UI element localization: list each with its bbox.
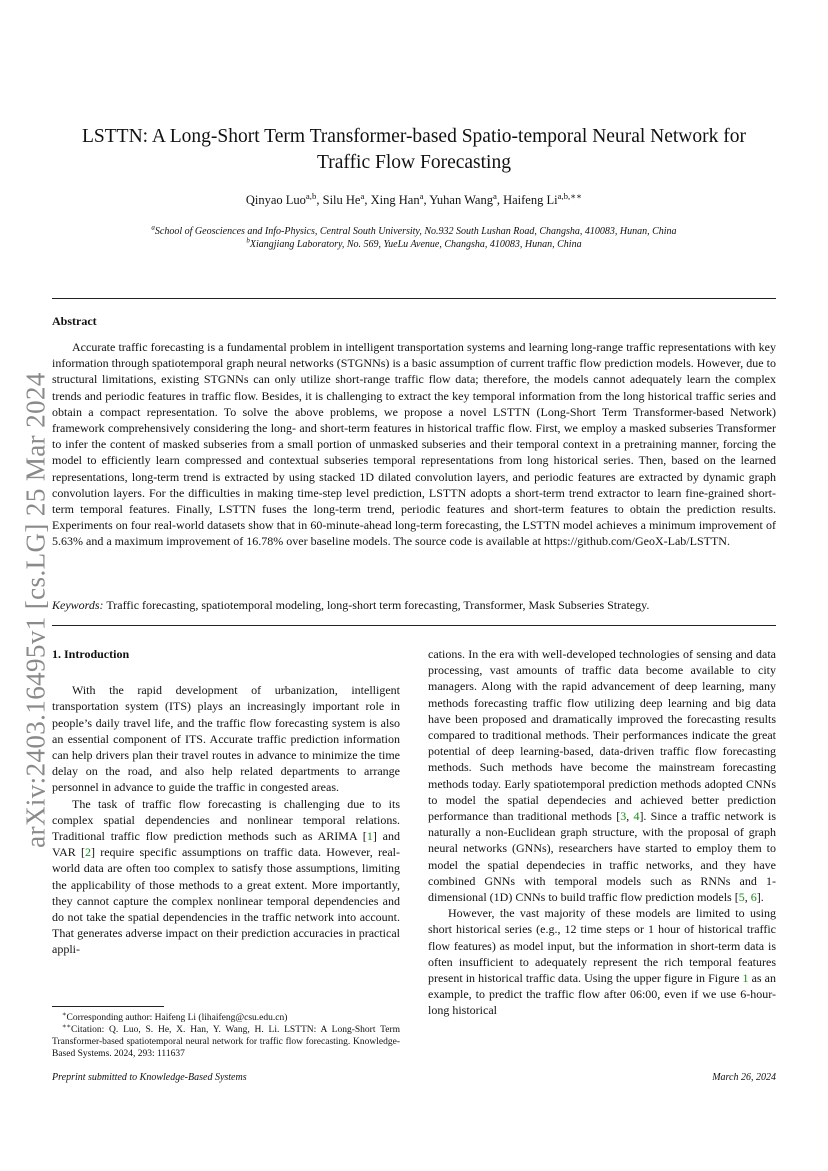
- footer-journal: Preprint submitted to Knowledge-Based Systems: [52, 1072, 247, 1083]
- keywords-label: Keywords:: [52, 598, 104, 612]
- paragraph: With the rapid development of urbanization, intelligent transportation system (ITS) plays an increasingly important role in people’s daily travel life, and the traffic flow forecasting system is also an essential component of ITS. Accurate traffic prediction information can help drivers plan their travel routes in advance to minimize the time delay on the road, and also help related departments to arrange personnel in advance to guide the traffic in congested areas.: [52, 683, 400, 795]
- author-list: [52, 190, 776, 208]
- citation-link[interactable]: 2: [85, 845, 92, 860]
- author: Xing Han$^a$,: [370, 190, 430, 207]
- author: Yuhan Wang$^a$,: [429, 190, 504, 207]
- footnote: ∗∗Citation: Q. Luo, S. He, X. Han, Y. Wang, H. Li. LSTTN: A Long-Short Term Transformer-based spatiotemporal neural network for traffic flow forecasting. Knowledge-Based Systems. 2024, 293: 111637: [52, 1022, 400, 1059]
- paragraph: cations. In the era with well-developed technologies of sensing and data processing, vast amounts of traffic data become available to city managers. Along with the rapid advancement of deep learning, many methods forecasting traffic flow utilizing deep learning and big data have been proposed and dramatically improved the forecasting results compared to traditional methods. Their performances indicate the great potential of deep learning-based, data-driven traffic flow forecasting methods. Such methods have become the mainstream forecasting methods today. Early spatiotemporal prediction methods adopted CNNs to model the spatial dependecies and achieved better prediction performance than traditional methods [3, 4]. Since a traffic network is naturally a non-Euclidean graph structure, with the proposal of graph neural networks (GNNs), researchers have started to employ them to model the spatial dependecies in traffic networks, and they have combined GNNs with temporal models such as RNNs and 1-dimensional (1D) CNNs to build traffic flow prediction models [5, 6].: [428, 647, 777, 905]
- page-footer: [52, 1072, 776, 1083]
- citation-link[interactable]: 4: [633, 809, 640, 824]
- abstract-text: Accurate traffic forecasting is a fundamental problem in intelligent transportation systems and learning long-range traffic representations with key information through spatiotemporal graph neural networks (STGNNs) is a basic assumption of current traffic flow prediction models. However, due to structural limitations, existing STGNNs can only utilize short-range traffic flow data; therefore, the models cannot adequately learn the complex trends and periodic features in traffic flow. Besides, it is challenging to extract the key temporal information from the long historical traffic series and obtain a compact representation. To solve the above problems, we propose a novel LSTTN (Long-Short Term Transformer-based Network) framework comprehensively considering the long- and short-term features in historical traffic flow. First, we employ a masked subseries Transformer to infer the content of masked subseries from a small portion of unmasked subseries and their temporal context in a pretraining manner, forcing the model to efficiently learn compressed and contextual subseries temporal representations from long historical series. Then, based on the learned representations, long-term trend is extracted by using stacked 1D dilated convolution layers, and periodic features are extracted by dynamic graph convolution layers. For the difficulties in making time-step level prediction, LSTTN adopts a short-term trend extractor to learn fine-grained short-term temporal features. Finally, LSTTN fuses the long-term trend, periodic features and short-term features to obtain the prediction results. Experiments on four real-world datasets show that in 60-minute-ahead long-term forecasting, the LSTTN model achieves a minimum improvement of 5.63% and a maximum improvement of 16.78% over baseline models. The source code is available at https://github.com/GeoX-Lab/LSTTN.: [52, 340, 776, 549]
- footnote-rule: [52, 1006, 164, 1007]
- divider-bottom: [52, 625, 776, 626]
- keywords-text: Traffic forecasting, spatiotemporal modeling, long-short term forecasting, Transformer, Mask Subseries Strategy.: [106, 598, 650, 612]
- affiliation: $^a$School of Geosciences and Info-Physics, Central South University, No.932 South Lushan Road, Changsha, 410083, Hunan, China: [151, 223, 677, 237]
- author: Silu He$^a$,: [322, 190, 371, 207]
- abstract-heading: Abstract: [52, 314, 97, 328]
- section-heading: 1. Introduction: [52, 647, 130, 661]
- citation-link[interactable]: 1: [366, 829, 373, 844]
- title-line-2: Traffic Flow Forecasting: [317, 152, 511, 173]
- citation-link[interactable]: 6: [750, 890, 757, 905]
- arxiv-id: arXiv:2403.16495v1 [cs.LG] 25 Mar 2024: [20, 372, 51, 848]
- divider-top: [52, 298, 776, 299]
- title-line-1: LSTTN: A Long-Short Term Transformer-based Spatio-temporal Neural Network for: [81, 126, 746, 147]
- footnote: ∗Corresponding author: Haifeng Li (lihaifeng@csu.edu.cn): [62, 1010, 288, 1023]
- author: Haifeng $Li^{a,b,∗∗}$: [503, 190, 583, 207]
- citation-link[interactable]: 3: [620, 809, 627, 824]
- affiliations: [52, 225, 776, 251]
- paragraph: However, the vast majority of these models are limited to using short historical series (e.g., 12 time steps or 1 hour of historical traffic flow features) as model input, but the information in short-term data is often insufficient to adequately represent the rich temporal features present in historical traffic data. Using the upper figure in Figure 1 as an example, to predict the traffic flow after 06:00, even if we use 6-hour-long historical: [428, 906, 777, 1018]
- keywords: [52, 598, 776, 613]
- author: Qinyao Luo$^{a,b}$,: [245, 190, 323, 207]
- affiliation: $^b$Xiangjiang Laboratory, No. 569, YueLu Avenue, Changsha, 410083, Hunan, China: [246, 236, 582, 250]
- citation-link[interactable]: 5: [738, 890, 745, 905]
- footnotes: [52, 1012, 400, 1060]
- right-column: [428, 646, 776, 1019]
- paper-title: [52, 124, 776, 176]
- left-column: [52, 646, 400, 958]
- paragraph: The task of traffic flow forecasting is challenging due to its complex spatial dependencies and nonlinear temporal relations. Traditional traffic flow prediction methods such as ARIMA [1] and VAR [2] require specific assumptions on traffic data. However, real-world data are often too complex to satisfy those assumptions, limiting the applicability of those methods to a great extent. More importantly, they cannot capture the complex nonlinear temporal dependencies and do not take the spatial dependencies in the traffic network into account. That generates adverse impact on their prediction accuracies in practical appli-: [52, 796, 400, 957]
- figure-link[interactable]: 1: [742, 971, 749, 986]
- footer-date: March 26, 2024: [712, 1072, 776, 1083]
